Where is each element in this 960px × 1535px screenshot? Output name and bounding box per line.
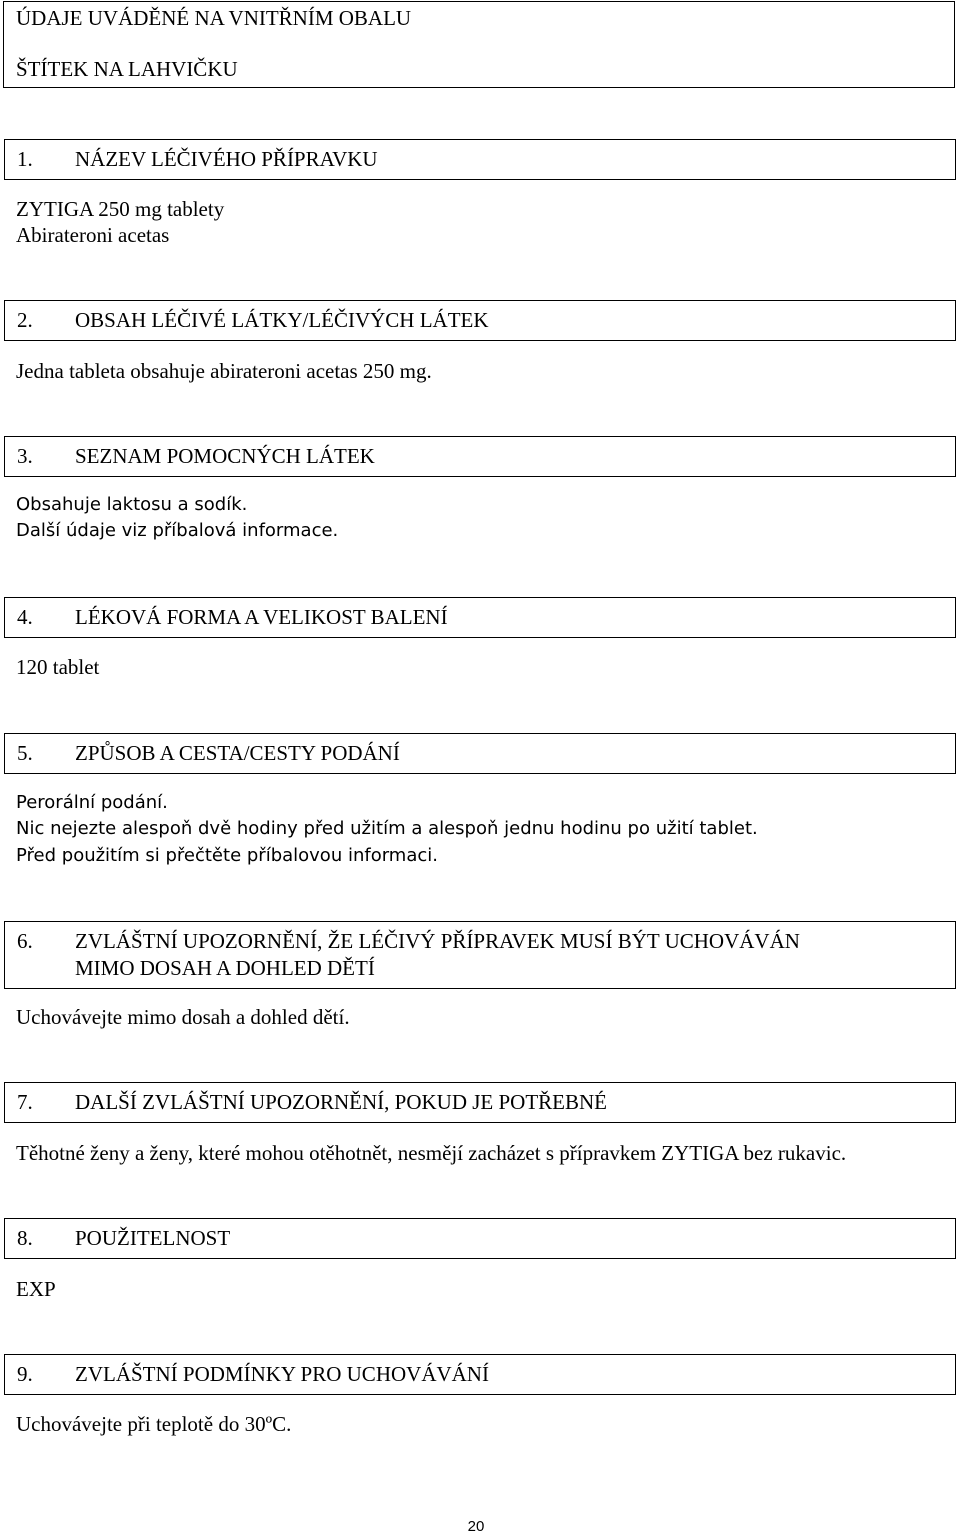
section-number: 8. bbox=[17, 1226, 33, 1250]
section-number: 4. bbox=[17, 605, 33, 629]
section-number: 3. bbox=[17, 444, 33, 468]
section-9-line-1: Uchovávejte při teplotě do 30ºC. bbox=[16, 1412, 292, 1436]
section-title: ZPŮSOB A CESTA/CESTY PODÁNÍ bbox=[75, 741, 400, 765]
section-3-line-1: Obsahuje laktosu a sodík. bbox=[16, 494, 248, 515]
section-9-header bbox=[4, 1354, 956, 1395]
section-title: OBSAH LÉČIVÉ LÁTKY/LÉČIVÝCH LÁTEK bbox=[75, 308, 489, 332]
section-1-line-1: ZYTIGA 250 mg tablety bbox=[16, 197, 225, 221]
section-2-header bbox=[4, 300, 956, 341]
section-3-header bbox=[4, 436, 956, 477]
section-title: LÉKOVÁ FORMA A VELIKOST BALENÍ bbox=[75, 605, 448, 629]
section-5-line-2: Nic nejezte alespoň dvě hodiny před užitím a alespoň jednu hodinu po užití tablet. bbox=[16, 818, 758, 839]
section-5-header bbox=[4, 733, 956, 774]
section-title: ZVLÁŠTNÍ UPOZORNĚNÍ, ŽE LÉČIVÝ PŘÍPRAVEK MUSÍ BÝT UCHOVÁVÁN bbox=[75, 929, 800, 953]
section-2-line-1: Jedna tableta obsahuje abirateroni acetas 250 mg. bbox=[16, 359, 432, 383]
section-8-header bbox=[4, 1218, 956, 1259]
section-6-header bbox=[4, 921, 956, 989]
section-1-line-2: Abirateroni acetas bbox=[16, 223, 170, 247]
section-number: 6. bbox=[17, 929, 33, 953]
section-5-line-1: Perorální podání. bbox=[16, 792, 168, 813]
section-7-header bbox=[4, 1082, 956, 1123]
section-title: POUŽITELNOST bbox=[75, 1226, 231, 1250]
section-title: SEZNAM POMOCNÝCH LÁTEK bbox=[75, 444, 375, 468]
section-title-continued: MIMO DOSAH A DOHLED DĚTÍ bbox=[75, 956, 375, 980]
document-heading: ÚDAJE UVÁDĚNÉ NA VNITŘNÍM OBALU bbox=[16, 6, 412, 30]
section-number: 7. bbox=[17, 1090, 33, 1114]
section-number: 9. bbox=[17, 1362, 33, 1386]
section-8-line-1: EXP bbox=[16, 1277, 56, 1301]
section-7-line-1: Těhotné ženy a ženy, které mohou otěhotnět, nesmějí zacházet s přípravkem ZYTIGA bez rukavic. bbox=[16, 1141, 847, 1165]
section-title: ZVLÁŠTNÍ PODMÍNKY PRO UCHOVÁVÁNÍ bbox=[75, 1362, 489, 1386]
document-subheading: ŠTÍTEK NA LAHVIČKU bbox=[16, 57, 238, 81]
section-4-line-1: 120 tablet bbox=[16, 655, 100, 679]
section-3-line-2: Další údaje viz příbalová informace. bbox=[16, 520, 339, 541]
section-number: 2. bbox=[17, 308, 33, 332]
page-number: 20 bbox=[467, 1518, 485, 1535]
section-6-line-1: Uchovávejte mimo dosah a dohled dětí. bbox=[16, 1005, 350, 1029]
section-title: NÁZEV LÉČIVÉHO PŘÍPRAVKU bbox=[75, 147, 378, 171]
section-number: 1. bbox=[17, 147, 33, 171]
section-4-header bbox=[4, 597, 956, 638]
section-5-line-3: Před použitím si přečtěte příbalovou informaci. bbox=[16, 845, 438, 866]
section-1-header bbox=[4, 139, 956, 180]
section-title-block bbox=[75, 928, 955, 982]
section-number: 5. bbox=[17, 741, 33, 765]
section-title: DALŠÍ ZVLÁŠTNÍ UPOZORNĚNÍ, POKUD JE POTŘEBNÉ bbox=[75, 1090, 607, 1114]
